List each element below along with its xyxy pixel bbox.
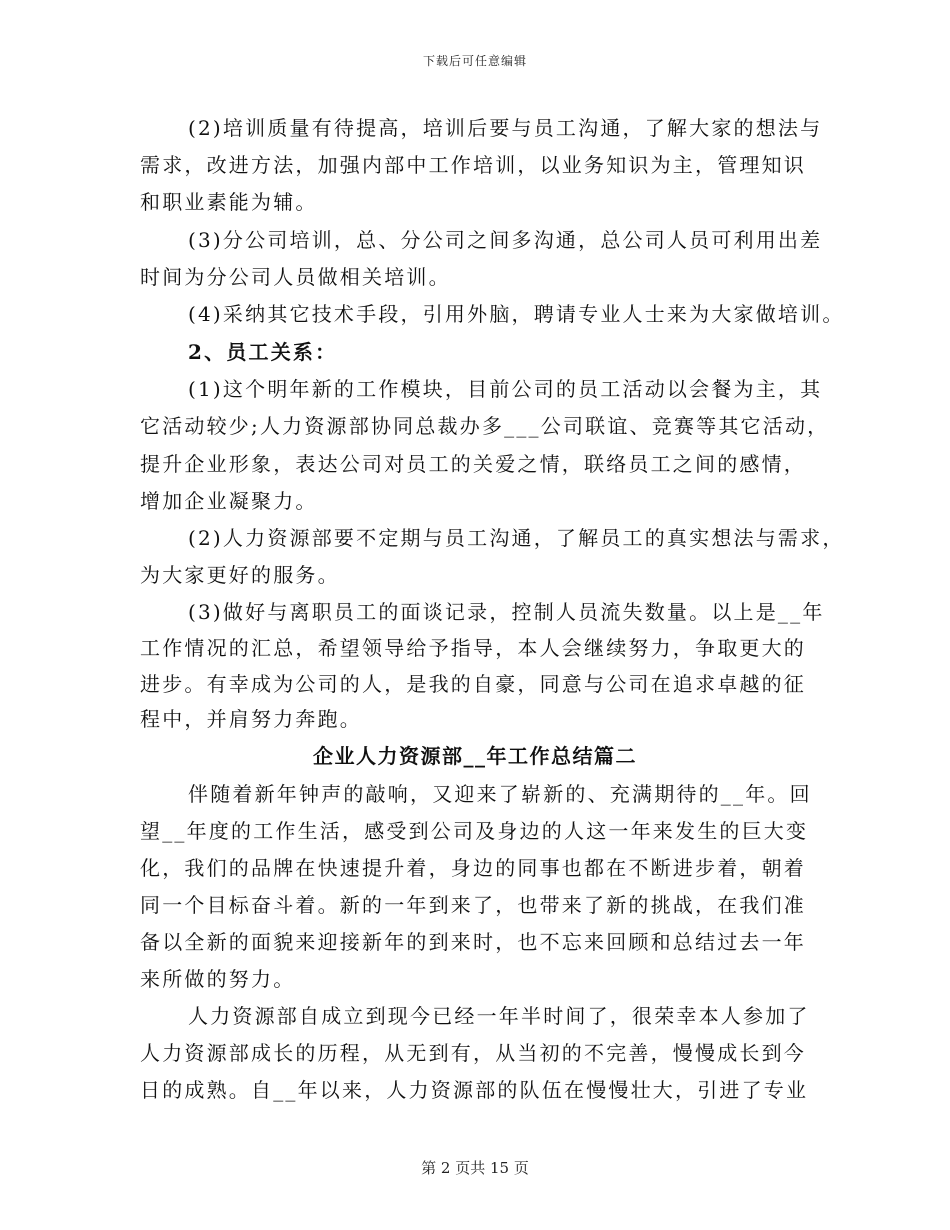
paragraph-line: (1)这个明年新的工作模块，目前公司的员工活动以会餐为主，其 (188, 377, 823, 401)
paragraph-line: 它活动较少;人力资源部协同总裁办多___公司联谊、竞赛等其它活动， (140, 414, 830, 438)
page-footer: 第 2 页共 15 页 (421, 1159, 529, 1177)
paragraph-line: (4)采纳其它技术手段，引用外脑，聘请专业人士来为大家做培训。 (188, 302, 845, 326)
paragraph-line: 望__年度的工作生活，感受到公司及身边的人这一年来发生的巨大变 (140, 819, 809, 843)
paragraph-line: (2)人力资源部要不定期与员工沟通，了解员工的真实想法与需求， (188, 526, 845, 550)
paragraph-line: 和职业素能为辅。 (140, 190, 318, 214)
paragraph-line: 时间为分公司人员做相关培训。 (140, 265, 451, 289)
paragraph-line: 工作情况的汇总，希望领导给予指导，本人会继续努力，争取更大的 (140, 636, 806, 660)
paragraph-line: 同一个目标奋斗着。新的一年到来了，也带来了新的挑战，在我们准 (140, 893, 806, 917)
paragraph-line: 伴随着新年钟声的敲响，又迎来了崭新的、充满期待的__年。回 (188, 782, 812, 806)
page-header: 下载后可任意编辑 (422, 54, 527, 68)
paragraph-line: 来所做的努力。 (140, 967, 296, 991)
paragraph-line: 程中，并肩努力奔跑。 (140, 707, 362, 731)
section-title: 企业人力资源部__年工作总结篇二 (313, 744, 637, 768)
paragraph-line: 人力资源部成长的历程，从无到有，从当初的不完善，慢慢成长到今 (140, 1041, 806, 1065)
paragraph-line: 增加企业凝聚力。 (140, 489, 318, 513)
paragraph-line: 备以全新的面貌来迎接新年的到来时，也不忘来回顾和总结过去一年 (140, 930, 806, 954)
paragraph-line: 日的成熟。自__年以来，人力资源部的队伍在慢慢壮大，引进了专业 (140, 1078, 809, 1102)
paragraph-line: 人力资源部自成立到现今已经一年半时间了，很荣幸本人参加了 (188, 1004, 810, 1028)
paragraph-line: 为大家更好的服务。 (140, 563, 340, 587)
paragraph-line: (3)做好与离职员工的面谈记录，控制人员流失数量。以上是__年 (188, 600, 825, 624)
section-heading: 2、员工关系： (188, 340, 338, 364)
paragraph-line: 化，我们的品牌在快速提升着，身边的同事也都在不断进步着，朝着 (140, 856, 806, 880)
paragraph-line: (2)培训质量有待提高，培训后要与员工沟通，了解大家的想法与 (188, 116, 823, 140)
paragraph-line: 进步。有幸成为公司的人，是我的自豪，同意与公司在追求卓越的征 (140, 672, 806, 696)
paragraph-line: 需求，改进方法，加强内部中工作培训，以业务知识为主，管理知识 (140, 153, 806, 177)
paragraph-line: (3)分公司培训，总、分公司之间多沟通，总公司人员可利用出差 (188, 228, 823, 252)
paragraph-line: 提升企业形象，表达公司对员工的关爱之情，联络员工之间的感情， (140, 452, 806, 476)
